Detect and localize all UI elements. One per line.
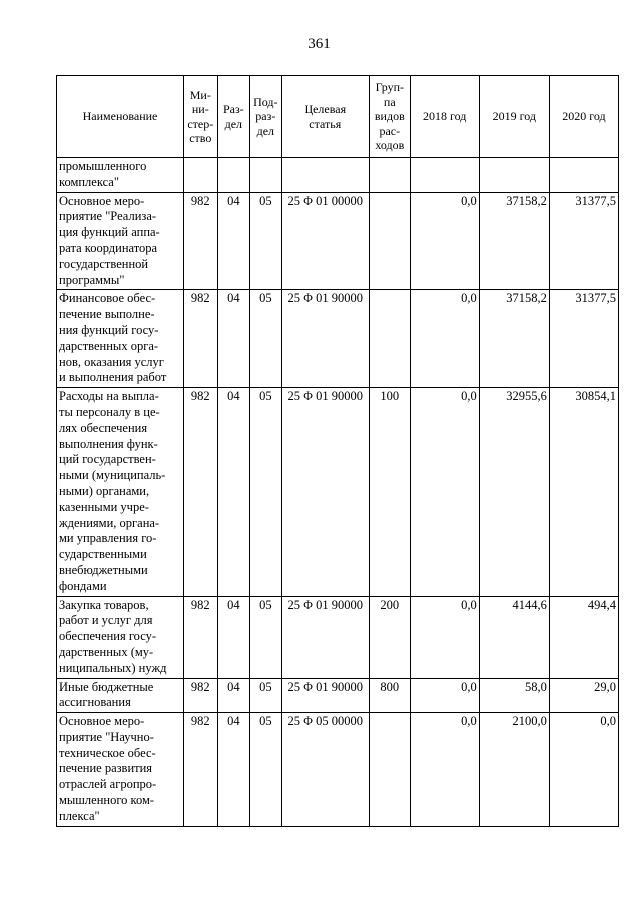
cell-subsection [250, 158, 282, 193]
cell-expense-group [369, 192, 410, 290]
cell-2019 [479, 158, 549, 193]
header-2020: 2020 год [549, 76, 618, 158]
cell-ministry: 982 [184, 713, 218, 827]
table-row [57, 158, 619, 193]
cell-2019: 58,0 [479, 678, 549, 713]
page-number: 361 [308, 36, 331, 52]
cell-2018: 0,0 [410, 192, 479, 290]
table-body [57, 158, 619, 827]
cell-2018: 0,0 [410, 388, 479, 596]
cell-section: 04 [217, 192, 250, 290]
cell-target: 25 Ф 01 90000 [281, 678, 369, 713]
cell-target [281, 158, 369, 193]
cell-expense-group: 800 [369, 678, 410, 713]
header-name: Наименование [57, 76, 184, 158]
table-row [57, 713, 619, 827]
header-section: Раз- дел [217, 76, 250, 158]
cell-2018: 0,0 [410, 678, 479, 713]
cell-2020: 31377,5 [549, 290, 618, 388]
cell-expense-group: 200 [369, 596, 410, 678]
cell-section: 04 [217, 678, 250, 713]
cell-ministry: 982 [184, 388, 218, 596]
cell-section [217, 158, 250, 193]
cell-section: 04 [217, 713, 250, 827]
cell-subsection: 05 [250, 713, 282, 827]
cell-2019: 37158,2 [479, 192, 549, 290]
cell-2020: 29,0 [549, 678, 618, 713]
table-row [57, 388, 619, 596]
cell-expense-group [369, 713, 410, 827]
cell-subsection: 05 [250, 192, 282, 290]
cell-2020: 494,4 [549, 596, 618, 678]
cell-ministry: 982 [184, 678, 218, 713]
cell-name: Финансовое обес- печение выполне- ния функций госу- дарственных орга- нов, оказания услуг и выполнения работ [57, 290, 184, 388]
cell-2020: 30854,1 [549, 388, 618, 596]
cell-target: 25 Ф 05 00000 [281, 713, 369, 827]
cell-subsection: 05 [250, 596, 282, 678]
table-row [57, 290, 619, 388]
cell-ministry: 982 [184, 596, 218, 678]
cell-subsection: 05 [250, 290, 282, 388]
header-ministry: Ми- ни- стер- ство [184, 76, 218, 158]
cell-2018 [410, 158, 479, 193]
cell-2018: 0,0 [410, 596, 479, 678]
cell-2019: 32955,6 [479, 388, 549, 596]
cell-name: Закупка товаров, работ и услуг для обеспечения госу- дарственных (му- ниципальных) нужд [57, 596, 184, 678]
cell-target: 25 Ф 01 90000 [281, 388, 369, 596]
budget-table [56, 75, 619, 827]
cell-section: 04 [217, 388, 250, 596]
cell-target: 25 Ф 01 00000 [281, 192, 369, 290]
cell-subsection: 05 [250, 388, 282, 596]
table-row [57, 596, 619, 678]
cell-section: 04 [217, 596, 250, 678]
header-target: Целевая статья [281, 76, 369, 158]
table-row [57, 192, 619, 290]
header-2018: 2018 год [410, 76, 479, 158]
header-subsection: Под- раз- дел [250, 76, 282, 158]
cell-target: 25 Ф 01 90000 [281, 290, 369, 388]
cell-2018: 0,0 [410, 713, 479, 827]
cell-2020 [549, 158, 618, 193]
header-expense-group: Груп- па видов рас- ходов [369, 76, 410, 158]
cell-name: Основное меро- приятие "Научно- техническое обес- печение развития отраслей агропро- мышленного ком- плекса" [57, 713, 184, 827]
cell-name: Основное меро- приятие "Реализа- ция функций аппа- рата координатора государственной программы" [57, 192, 184, 290]
cell-name: Иные бюджетные ассигнования [57, 678, 184, 713]
cell-expense-group [369, 290, 410, 388]
cell-ministry [184, 158, 218, 193]
cell-2020: 31377,5 [549, 192, 618, 290]
cell-2019: 4144,6 [479, 596, 549, 678]
cell-target: 25 Ф 01 90000 [281, 596, 369, 678]
cell-section: 04 [217, 290, 250, 388]
cell-expense-group [369, 158, 410, 193]
table-header-row [57, 76, 619, 158]
cell-subsection: 05 [250, 678, 282, 713]
cell-name: Расходы на выпла- ты персоналу в це- лях обеспечения выполнения функ- ций государствен- ными (муниципаль- ными) органами, казенными учре- ждениями, органа- ми управления го- сударственными внебюджетными фондами [57, 388, 184, 596]
table-row [57, 678, 619, 713]
cell-2020: 0,0 [549, 713, 618, 827]
cell-name: промышленного комплекса" [57, 158, 184, 193]
cell-2019: 37158,2 [479, 290, 549, 388]
header-2019: 2019 год [479, 76, 549, 158]
cell-ministry: 982 [184, 192, 218, 290]
cell-2018: 0,0 [410, 290, 479, 388]
cell-expense-group: 100 [369, 388, 410, 596]
cell-ministry: 982 [184, 290, 218, 388]
cell-2019: 2100,0 [479, 713, 549, 827]
